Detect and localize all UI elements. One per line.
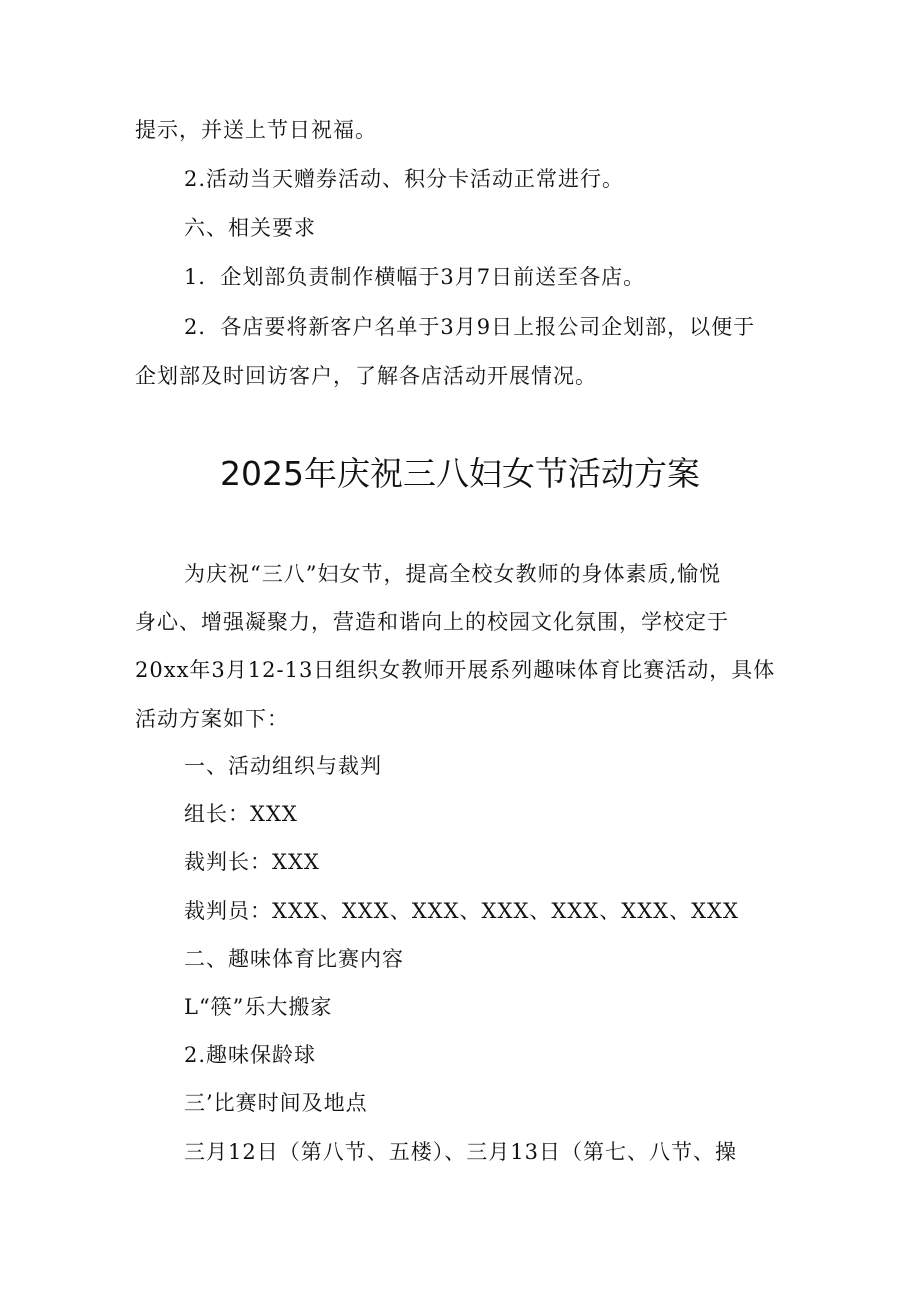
- list-item: L“筷”乐大搬家: [184, 995, 333, 1019]
- list-item: 2．各店要将新客户名单于3月9日上报公司企划部，以便于: [184, 315, 756, 339]
- list-item: 1．企划部负责制作横幅于3月7日前送至各店。: [184, 265, 646, 289]
- paragraph-line: 三月12日（第八节、五楼）、三月13日（第七、八节、操: [184, 1140, 737, 1164]
- leader-line: 组长：XXX: [184, 802, 298, 826]
- paragraph-line: 身心、增强凝聚力，营造和谐向上的校园文化氛围，学校定于: [135, 610, 729, 634]
- paragraph-line: 企划部及时回访客户，了解各店活动开展情况。: [135, 364, 597, 388]
- paragraph-line: 20xx年3月12-13日组织女教师开展系列趣味体育比赛活动，具体: [135, 658, 776, 682]
- section-heading: 三’比赛时间及地点: [184, 1091, 368, 1115]
- paragraph-line: 活动方案如下：: [135, 707, 289, 731]
- list-item: 2.趣味保龄球: [184, 1043, 317, 1067]
- chief-referee-line: 裁判长：XXX: [184, 850, 320, 874]
- paragraph-line: 提示，并送上节日祝福。: [135, 118, 377, 142]
- list-item: 2.活动当天赠券活动、积分卡活动正常进行。: [184, 167, 625, 191]
- document-title: 2025年庆祝三八妇女节活动方案: [220, 454, 700, 493]
- section-heading: 六、相关要求: [184, 216, 316, 240]
- paragraph-line: 为庆祝“三八”妇女节，提高全校女教师的身体素质,愉悦: [184, 562, 722, 586]
- section-heading: 一、活动组织与裁判: [184, 754, 382, 778]
- referees-line: 裁判员：XXX、XXX、XXX、XXX、XXX、XXX、XXX: [184, 899, 739, 923]
- section-heading: 二、趣味体育比赛内容: [184, 947, 404, 971]
